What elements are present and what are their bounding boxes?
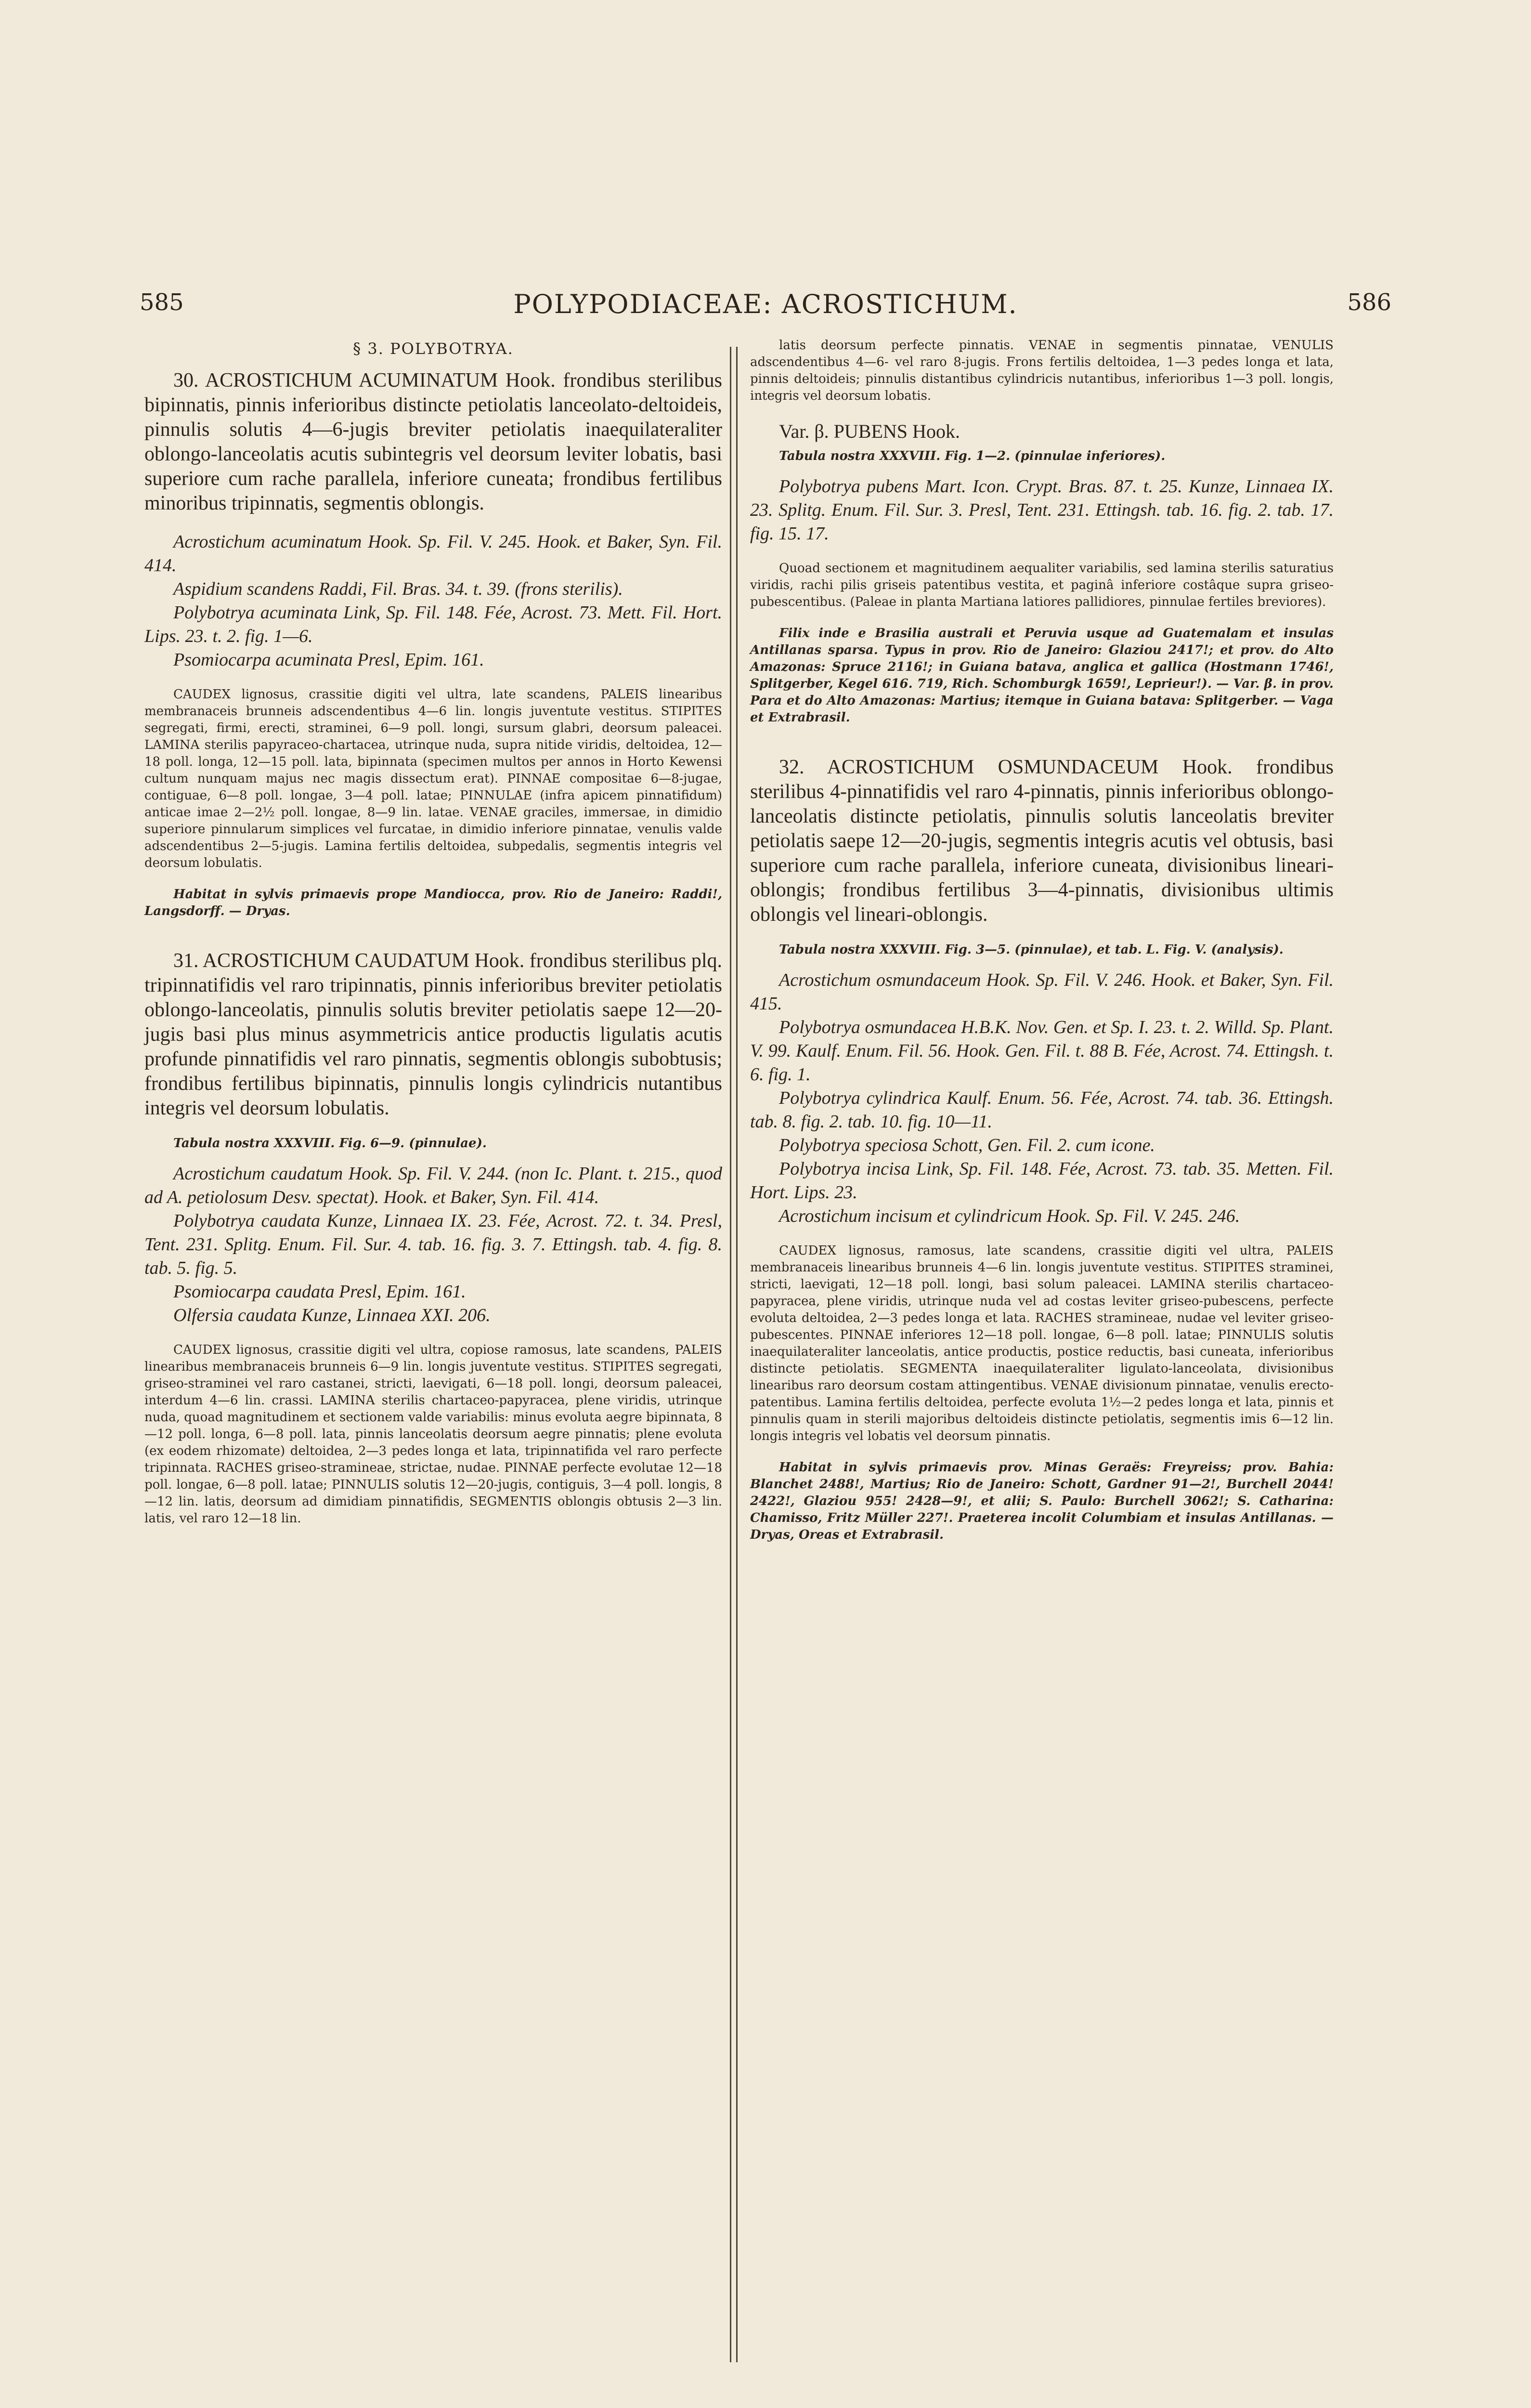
- page-header: [140, 289, 1391, 323]
- variety-heading: Var. β. PUBENS Hook.: [779, 420, 960, 442]
- species-31-plate: Tabula nostra XXXVIII. Fig. 6—9. (pinnulae).: [173, 1136, 487, 1151]
- variety-references: [750, 475, 1334, 546]
- reference: Acrostichum osmundaceum Hook. Sp. Fil. V. 246. Hook. et Baker, Syn. Fil. 415.: [750, 970, 1334, 1014]
- page-number-left: 585: [140, 289, 184, 316]
- reference: Polybotrya acuminata Link, Sp. Fil. 148. Fée, Acrost. 73. Mett. Fil. Hort. Lips. 23. t. 2. fig. 1—6.: [144, 602, 722, 646]
- species-31-diagnosis: 31. ACROSTICHUM CAUDATUM Hook. frondibus sterilibus plq. tripinnatifidis vel raro tripinnatis, pinnis inferioribus breviter petiolatis oblongo-lanceolatis, pinnulis solutis breviter petiolatis saepe 12—20-jugis basi plus minus asymmetricis antice productis ligulatis acutis profunde pinnatifidis vel raro pinnatis, segmentis oblongis subobtusis; frondibus fertilibus bipinnatis, pinnulis longis cylindricis nutantibus integris vel deorsum lobulatis.: [144, 950, 722, 1119]
- reference: Polybotrya caudata Kunze, Linnaea IX. 23. Fée, Acrost. 72. t. 34. Presl, Tent. 231. Splitg. Enum. Fil. Sur. 4. tab. 16. fig. 3. 7. Ettingsh. tab. 4. fig. 8. tab. 5. fig. 5.: [144, 1211, 722, 1278]
- reference: Polybotrya osmundacea H.B.K. Nov. Gen. et Sp. I. 23. t. 2. Willd. Sp. Plant. V. 99. Kaulf. Enum. Fil. 56. Hook. Gen. Fil. t. 88 B. Fée, Acrost. 74. Ettingsh. t. 6. fig. 1.: [750, 1017, 1334, 1085]
- species-30-references: [144, 530, 722, 672]
- species-32-plate: Tabula nostra XXXVIII. Fig. 3—5. (pinnulae), et tab. L. Fig. V. (analysis).: [779, 942, 1284, 957]
- column-divider: [730, 347, 738, 2362]
- species-30-diagnosis: 30. ACROSTICHUM ACUMINATUM Hook. frondibus sterilibus bipinnatis, pinnis inferioribus distincte petiolatis lanceolato-deltoideis, pinnulis solutis 4—6-jugis breviter petiolatis inaequilateraliter oblongo-lanceolatis acutis subintegris vel deorsum leviter lobatis, basi superiore cum rache parallela, inferiore cuneata; frondibus fertilibus minoribus tripinnatis, segmentis oblongis.: [144, 369, 722, 514]
- reference: Polybotrya speciosa Schott, Gen. Fil. 2. cum icone.: [779, 1135, 1155, 1155]
- reference: Psomiocarpa caudata Presl, Epim. 161.: [173, 1282, 466, 1302]
- variety-note: Quoad sectionem et magnitudinem aequaliter variabilis, sed lamina sterilis saturatius viridis, rachi pilis griseis patentibus vestita, et paginâ inferiore costâque supra griseo-pubescentibus. (Paleae in planta Martiana latiores pallidiores, pinnulae fertiles breviores).: [750, 561, 1334, 609]
- species-31-description-continued: latis deorsum perfecte pinnatis. VENAE in segmentis pinnatae, VENULIS adscendentibus 4—6- vel raro 8-jugis. Frons fertilis deltoidea, 1—3 pedes longa et lata, pinnis deltoideis; pinnulis distantibus cylindricis nutantibus, inferioribus 1—3 poll. longis, integris vel deorsum lobatis.: [750, 338, 1334, 403]
- species-31-references: [144, 1162, 722, 1327]
- species-32-diagnosis: 32. ACROSTICHUM OSMUNDACEUM Hook. frondibus sterilibus 4-pinnatifidis vel raro 4-pinnatis, pinnis inferioribus oblongo-lanceolatis distincte petiolatis, pinnulis solutis lanceolatis breviter petiolatis saepe 12—20-jugis, segmentis integris acutis vel obtusis, basi superiore cum rache parallela, inferiore cuneata, divisionibus lineari-oblongis; frondibus fertilibus 3—4-pinnatis, divisionibus ultimis oblongis vel lineari-oblongis.: [750, 756, 1334, 926]
- left-column: [144, 340, 722, 1542]
- reference: Psomiocarpa acuminata Presl, Epim. 161.: [173, 650, 484, 670]
- reference: Polybotrya incisa Link, Sp. Fil. 148. Fée, Acrost. 73. tab. 35. Metten. Fil. Hort. Lips. 23.: [750, 1159, 1334, 1203]
- species-32-references: [750, 968, 1334, 1228]
- reference: Olfersia caudata Kunze, Linnaea XXI. 206.: [173, 1305, 491, 1325]
- species-30-description: CAUDEX lignosus, crassitie digiti vel ultra, late scandens, PALEIS linearibus membranaceis brunneis adscendentibus 4—6 lin. longis juventute vestitus. STIPITES segregati, firmi, erecti, straminei, 6—9 poll. longi, sursum glabri, deorsum paleacei. LAMINA sterilis papyraceo-chartacea, utrinque nuda, supra nitide viridis, deltoidea, 12—18 poll. longa, 12—15 poll. lata, bipinnata (specimen multos per annos in Horto Kewensi cultum nunquam majus nec magis dissectum erat). PINNAE compositae 6—8-jugae, contiguae, 6—8 poll. longae, 3—4 poll. latae; PINNULAE (infra apicem pinnatifidum) anticae imae 2—2½ poll. longae, 8—9 lin. latae. VENAE graciles, immersae, in dimidio superiore pinnularum simplices vel furcatae, in dimidio inferiore pinnatae, venulis valde adscendentibus 2—5-jugis. Lamina fertilis deltoidea, subpedalis, segmentis integris vel deorsum lobulatis.: [144, 687, 722, 870]
- section-heading: § 3. POLYBOTRYA.: [353, 340, 514, 358]
- species-31-habitat: Filix inde e Brasilia australi et Peruvia usque ad Guatemalam et insulas Antillanas sparsa. Typus in prov. Rio de Janeiro: Glaziou 2417!; et prov. do Alto Amazonas: Spruce 2116!; in Guiana batava, anglica et gallica (Hostmann 1746!, Splitgerber, Kegel 616. 719, Rich. Schomburgk 1659!, Leprieur!). — Var. β. in prov. Para et do Alto Amazonas: Martius; itemque in Guiana batava: Splitgerber. — Vaga et Extrabrasil.: [750, 626, 1334, 725]
- running-title: POLYPODIACEAE: ACROSTICHUM.: [513, 289, 1018, 319]
- reference: Polybotrya cylindrica Kaulf. Enum. 56. Fée, Acrost. 74. tab. 36. Ettingsh. tab. 8. fig. 2. tab. 10. fig. 10—11.: [750, 1088, 1334, 1132]
- species-30-habitat: Habitat in sylvis primaevis prope Mandiocca, prov. Rio de Janeiro: Raddi!, Langsdorff. — Dryas.: [144, 887, 722, 918]
- page-number-right: 586: [1347, 289, 1391, 316]
- reference: Acrostichum incisum et cylindricum Hook. Sp. Fil. V. 245. 246.: [779, 1206, 1240, 1226]
- right-column: [750, 337, 1334, 1572]
- reference: Acrostichum caudatum Hook. Sp. Fil. V. 244. (non Ic. Plant. t. 215., quod ad A. petiolosum Desv. spectat). Hook. et Baker, Syn. Fil. 414.: [144, 1164, 722, 1207]
- species-32-description: CAUDEX lignosus, ramosus, late scandens, crassitie digiti vel ultra, PALEIS membranaceis linearibus brunneis 4—6 lin. longis juventute vestitus. STIPITES straminei, stricti, laevigati, 12—18 poll. longi, basi solum paleacei. LAMINA sterilis chartaceo-papyracea, plene viridis, utrinque nuda vel ad costas leviter griseo-pubescens, perfecte evoluta deltoidea, 2—3 pedes longa et lata. RACHES stramineae, nudae vel leviter griseo-pubescentes. PINNAE inferiores 12—18 poll. longae, 6—8 poll. latae; PINNULIS solutis inaequilateraliter lanceolatis, antice productis, postice reductis, basi cuneata, inferioribus distincte petiolatis. SEGMENTA inaequilateraliter ligulato-lanceolata, divisionibus linearibus raro deorsum costam attingentibus. VENAE divisionum pinnatae, venulis erecto-patentibus. Lamina fertilis deltoidea, perfecte evoluta 1½—2 pedes longa et lata, pinnis et pinnulis quam in sterili majoribus deltoideis distincte petiolatis, segmentis imis 6—12 lin. longis integris vel lobatis vel deorsum pinnatis.: [750, 1243, 1334, 1443]
- reference: Acrostichum acuminatum Hook. Sp. Fil. V. 245. Hook. et Baker, Syn. Fil. 414.: [144, 532, 722, 576]
- variety-plate: Tabula nostra XXXVIII. Fig. 1—2. (pinnulae inferiores).: [779, 449, 1166, 463]
- reference: Aspidium scandens Raddi, Fil. Bras. 34. t. 39. (frons sterilis).: [173, 579, 623, 599]
- reference: Polybotrya pubens Mart. Icon. Crypt. Bras. 87. t. 25. Kunze, Linnaea IX. 23. Splitg. Enum. Fil. Sur. 3. Presl, Tent. 231. Ettingsh. tab. 16. fig. 2. tab. 17. fig. 15. 17.: [750, 476, 1334, 544]
- species-31-description: CAUDEX lignosus, crassitie digiti vel ultra, copiose ramosus, late scandens, PALEIS linearibus membranaceis brunneis 6—9 lin. longis juventute vestitus. STIPITES segregati, griseo-straminei vel raro castanei, stricti, laevigati, 6—18 poll. longi, deorsum paleacei, interdum 4—6 lin. crassi. LAMINA sterilis chartaceo-papyracea, plene viridis, utrinque nuda, quoad magnitudinem et sectionem valde variabilis: minus evoluta aegre bipinnata, 8—12 poll. longa, 6—8 poll. lata, pinnis lanceolatis deorsum aegre pinnatis; plene evoluta (ex eodem rhizomate) deltoidea, 2—3 pedes longa et lata, tripinnatifida vel raro perfecte tripinnata. RACHES griseo-stramineae, strictae, nudae. PINNAE perfecte evolutae 12—18 poll. longae, 6—8 poll. latae; PINNULIS solutis 12—20-jugis, contiguis, 3—4 poll. longis, 8—12 lin. latis, deorsum ad dimidiam pinnatifidis, SEGMENTIS oblongis obtusis 2—3 lin. latis, vel raro 12—18 lin.: [144, 1343, 722, 1526]
- species-32-habitat: Habitat in sylvis primaevis prov. Minas Geraës: Freyreiss; prov. Bahia: Blanchet 2488!, Martius; Rio de Janeiro: Schott, Gardner 91—2!, Burchell 2044! 2422!, Glaziou 955! 2428—9!, et alii; S. Paulo: Burchell 3062!; S. Catharina: Chamisso, Fritz Müller 227!. Praeterea incolit Columbiam et insulas Antillanas. — Dryas, Oreas et Extrabrasil.: [750, 1460, 1334, 1542]
